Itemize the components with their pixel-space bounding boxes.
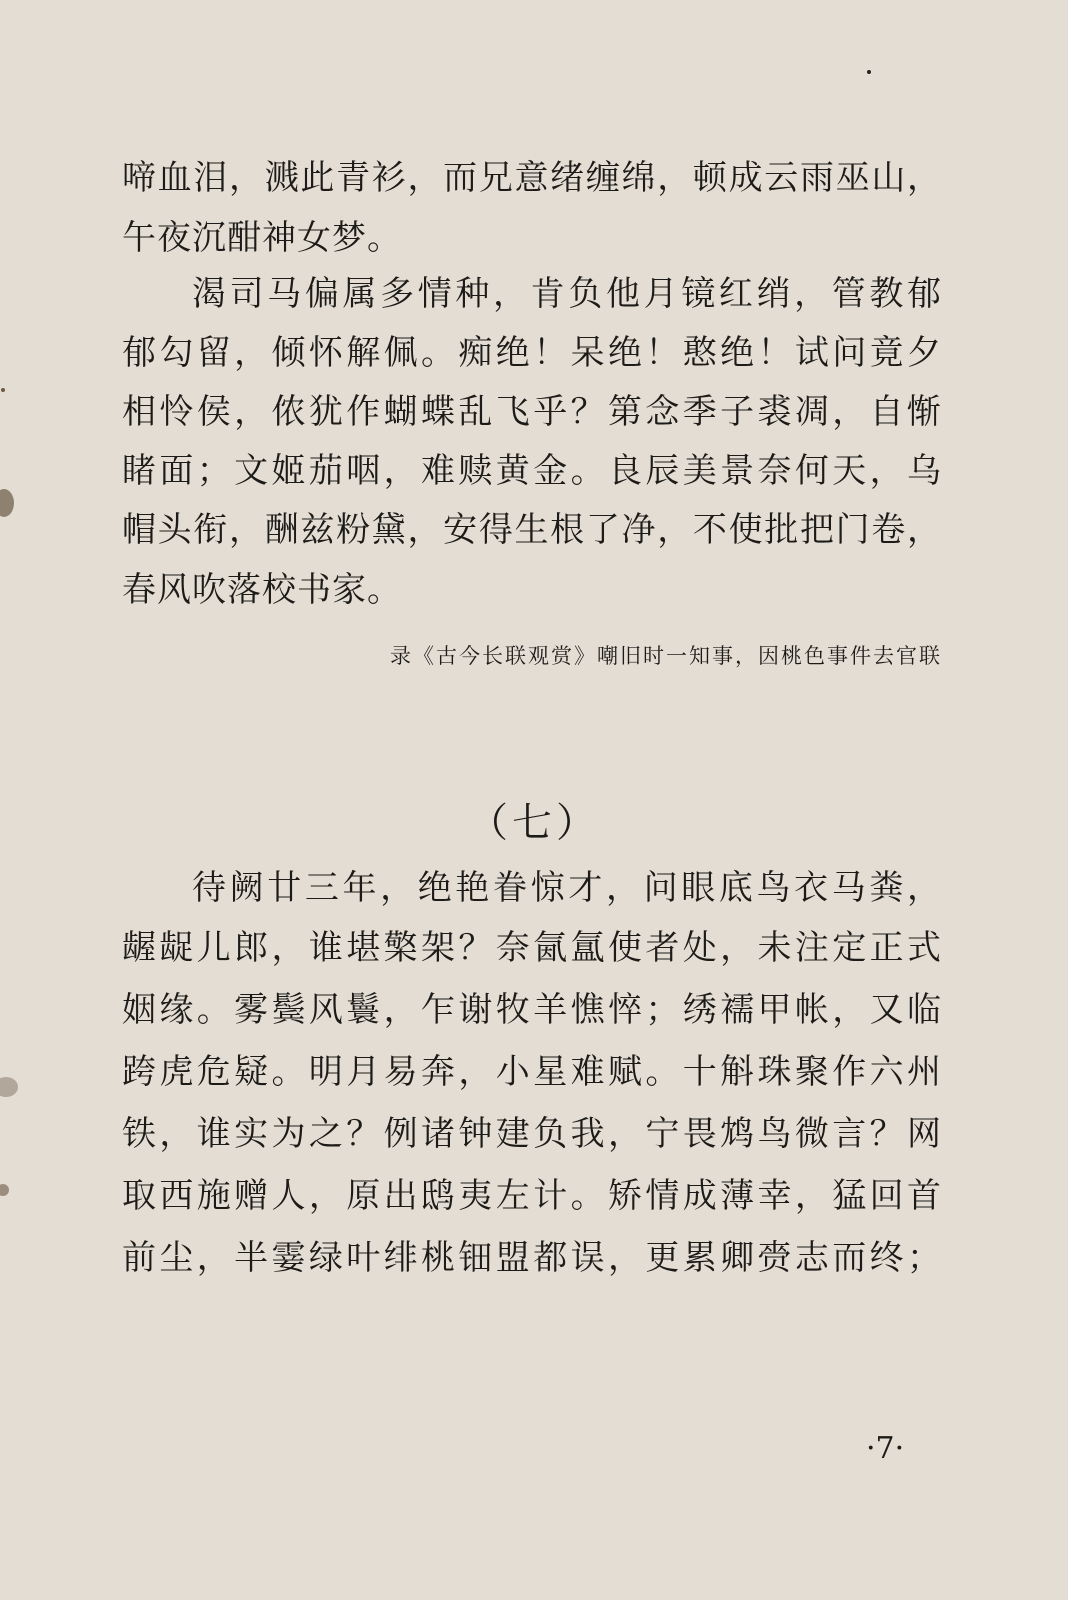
binding-hole-mark — [0, 489, 14, 517]
text-line: 啼血泪，溅此青衫，而兄意绪缠绵，顿成云雨巫山， — [122, 158, 942, 198]
page-number: ·7· — [866, 1431, 905, 1466]
section-heading: （七） — [468, 800, 600, 846]
text-line: 春风吹落校书家。 — [122, 570, 402, 610]
text-line: 帽头衔，酬兹粉黛，安得生根了净，不使批把门卷， — [122, 510, 942, 550]
text-line: 郁勾留，倾怀解佩。痴绝！呆绝！憨绝！试问竟夕 — [122, 333, 942, 373]
text-line: 取西施赠人，原出鸱夷左计。矫情成薄幸，猛回首 — [122, 1176, 942, 1216]
text-line: 待阙廿三年，绝艳眷惊才，问眼底鸟衣马粪， — [192, 868, 942, 908]
ink-speck — [1, 388, 5, 392]
text-line: 姻缘。雾鬓风鬟，乍谢牧羊憔悴；绣襦甲帐，又临 — [122, 990, 942, 1030]
text-line: 龌龊儿郎，谁堪檠架？奈氤氲使者处，未注定正式 — [122, 928, 942, 968]
source-note: 录《古今长联观赏》嘲旧时一知事，因桃色事件去官联 — [390, 644, 942, 668]
text-line: 前尘，半霎绿叶绯桃钿盟都误，更累卿赍志而终； — [122, 1238, 942, 1278]
text-line: 睹面；文姬茄咽，难赎黄金。良辰美景奈何天，乌 — [122, 451, 942, 491]
binding-hole-mark — [0, 1077, 18, 1097]
text-line: 相怜侯，侬犹作蝴蝶乱飞乎？第念季子裘凋，自惭 — [122, 392, 942, 432]
binding-hole-mark — [0, 1184, 9, 1196]
text-line: 午夜沉酣神女梦。 — [122, 218, 402, 258]
text-line: 渴司马偏属多情种，肯负他月镜红绡，管教郁 — [192, 274, 942, 314]
text-line: 跨虎危疑。明月易奔，小星难赋。十斛珠聚作六州 — [122, 1052, 942, 1092]
ink-speck — [867, 70, 871, 74]
text-line: 铁，谁实为之？例诸钟建负我，宁畏鸩鸟微言？网 — [122, 1114, 942, 1154]
